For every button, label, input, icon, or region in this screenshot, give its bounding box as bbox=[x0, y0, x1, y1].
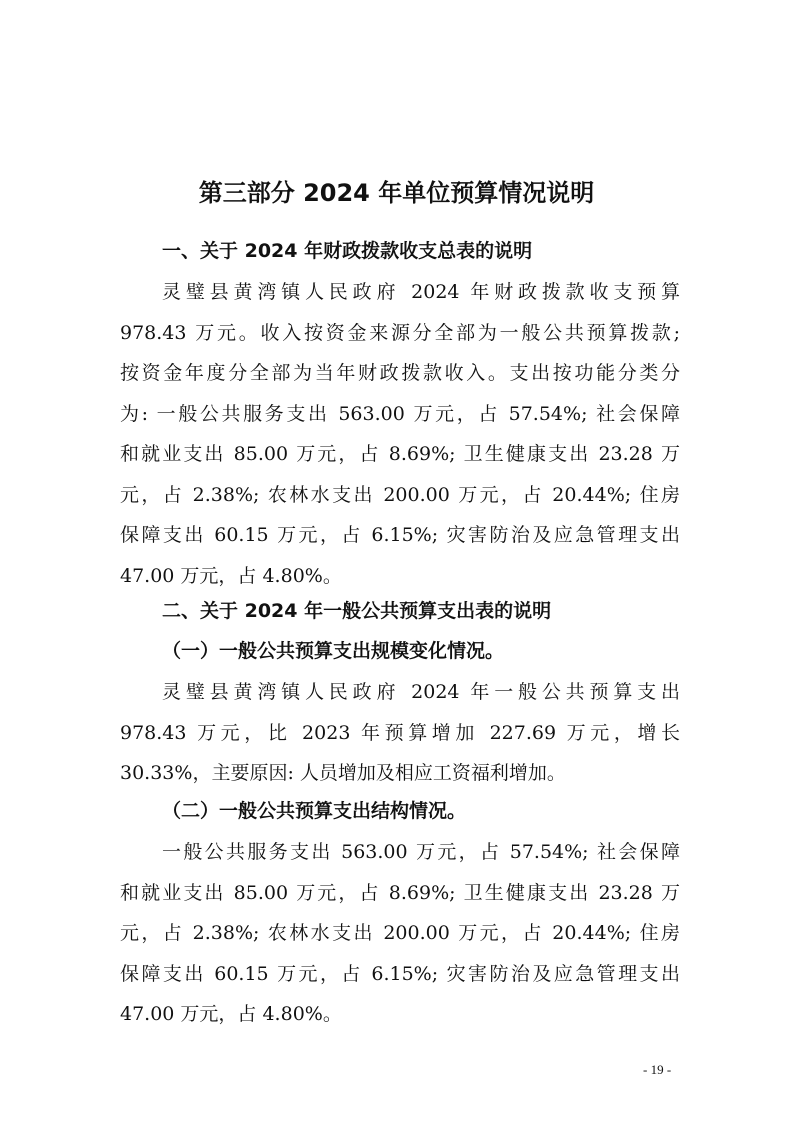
paragraph-line: 和就业支出 85.00 万元，占 8.69%; 卫生健康支出 23.28 万 bbox=[120, 443, 680, 465]
paragraph-line: 978.43 万元。收入按资金来源分全部为一般公共预算拨款; bbox=[120, 321, 680, 344]
paragraph-line: 元，占 2.38%; 农林水支出 200.00 万元，占 20.44%; 住房 bbox=[120, 483, 680, 506]
paragraph-line: 按资金年度分全部为当年财政拨款收入。支出按功能分类分 bbox=[120, 362, 680, 384]
subsection-2-paragraph bbox=[120, 832, 680, 1035]
paragraph-line: 30.33%，主要原因: 人员增加及相应工资福利增加。 bbox=[120, 762, 566, 784]
subsection-2-heading: （二）一般公共预算支出结构情况。 bbox=[162, 800, 467, 822]
paragraph-line: 978.43 万元，比 2023 年预算增加 227.69 万元，增长 bbox=[120, 721, 680, 744]
page-number: - 19 - bbox=[643, 1062, 672, 1077]
paragraph-line: 灵璧县黄湾镇人民政府 2024 年财政拨款收支预算 bbox=[162, 281, 680, 303]
paragraph-line: 和就业支出 85.00 万元，占 8.69%; 卫生健康支出 23.28 万 bbox=[120, 881, 680, 904]
section-1-paragraph bbox=[120, 272, 680, 596]
page-title: 第三部分 2024 年单位预算情况说明 bbox=[198, 179, 595, 207]
paragraph-line: 保障支出 60.15 万元，占 6.15%; 灾害防治及应急管理支出 bbox=[120, 962, 680, 985]
paragraph-line: 47.00 万元，占 4.80%。 bbox=[120, 1003, 342, 1025]
paragraph-line: 47.00 万元，占 4.80%。 bbox=[120, 564, 342, 587]
paragraph-line: 元，占 2.38%; 农林水支出 200.00 万元，占 20.44%; 住房 bbox=[120, 922, 680, 944]
section-2-heading: 二、关于 2024 年一般公共预算支出表的说明 bbox=[162, 600, 552, 622]
section-1-heading: 一、关于 2024 年财政拨款收支总表的说明 bbox=[162, 240, 533, 262]
paragraph-line: 为: 一般公共服务支出 563.00 万元，占 57.54%; 社会保障 bbox=[120, 402, 680, 425]
subsection-1-heading: （一）一般公共预算支出规模变化情况。 bbox=[162, 640, 505, 662]
paragraph-line: 一般公共服务支出 563.00 万元，占 57.54%; 社会保障 bbox=[162, 841, 680, 863]
paragraph-line: 保障支出 60.15 万元，占 6.15%; 灾害防治及应急管理支出 bbox=[120, 524, 680, 546]
paragraph-line: 灵璧县黄湾镇人民政府 2024 年一般公共预算支出 bbox=[162, 681, 680, 703]
subsection-1-paragraph bbox=[120, 672, 680, 794]
